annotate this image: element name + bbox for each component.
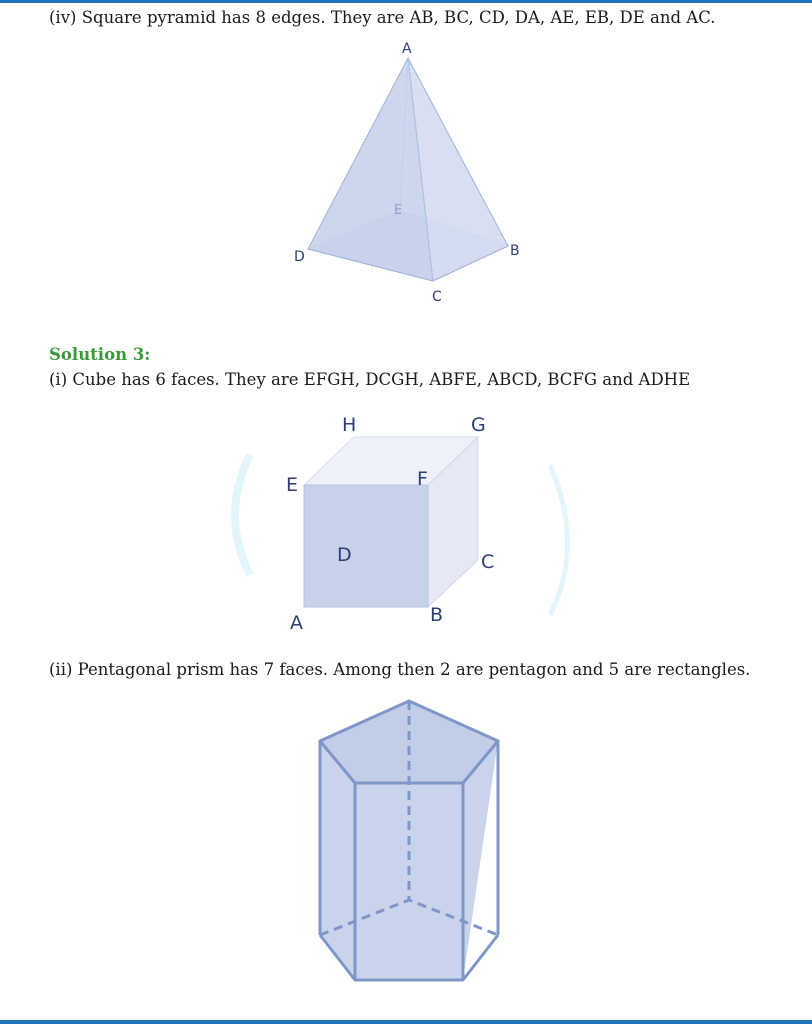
cube-label-d: D xyxy=(337,544,352,566)
cube-label-g: G xyxy=(471,414,486,436)
pyramid-label-d: D xyxy=(294,249,305,265)
bottom-border xyxy=(0,1020,812,1024)
cube-diagram xyxy=(210,405,610,645)
cube-label-c: C xyxy=(481,551,495,573)
pyramid-label-a: A xyxy=(402,41,412,57)
pentagonal-prism-diagram xyxy=(293,695,519,995)
pyramid-label-b: B xyxy=(510,243,520,259)
pyramid-label-c: C xyxy=(432,289,442,305)
watermark-bracket-right xyxy=(550,465,568,615)
solution-heading: Solution 3: xyxy=(49,345,151,364)
cube-label-a: A xyxy=(290,612,303,634)
cube-statement: (i) Cube has 6 faces. They are EFGH, DCGH, ABFE, ABCD, BCFG and ADHE xyxy=(49,370,691,389)
cube-label-b: B xyxy=(430,604,444,626)
cube-label-h: H xyxy=(342,414,357,436)
prism-statement: (ii) Pentagonal prism has 7 faces. Among then 2 are pentagon and 5 are rectangles. xyxy=(49,660,751,679)
cube-label-f: F xyxy=(417,468,428,490)
watermark-bracket-left xyxy=(235,455,250,575)
pyramid-statement: (iv) Square pyramid has 8 edges. They are AB, BC, CD, DA, AE, EB, DE and AC. xyxy=(49,8,716,27)
pyramid-label-e: E xyxy=(394,203,403,218)
square-pyramid-diagram xyxy=(270,36,540,316)
top-border xyxy=(0,0,812,3)
cube-label-e: E xyxy=(286,474,299,496)
cube-front-face xyxy=(304,485,428,607)
